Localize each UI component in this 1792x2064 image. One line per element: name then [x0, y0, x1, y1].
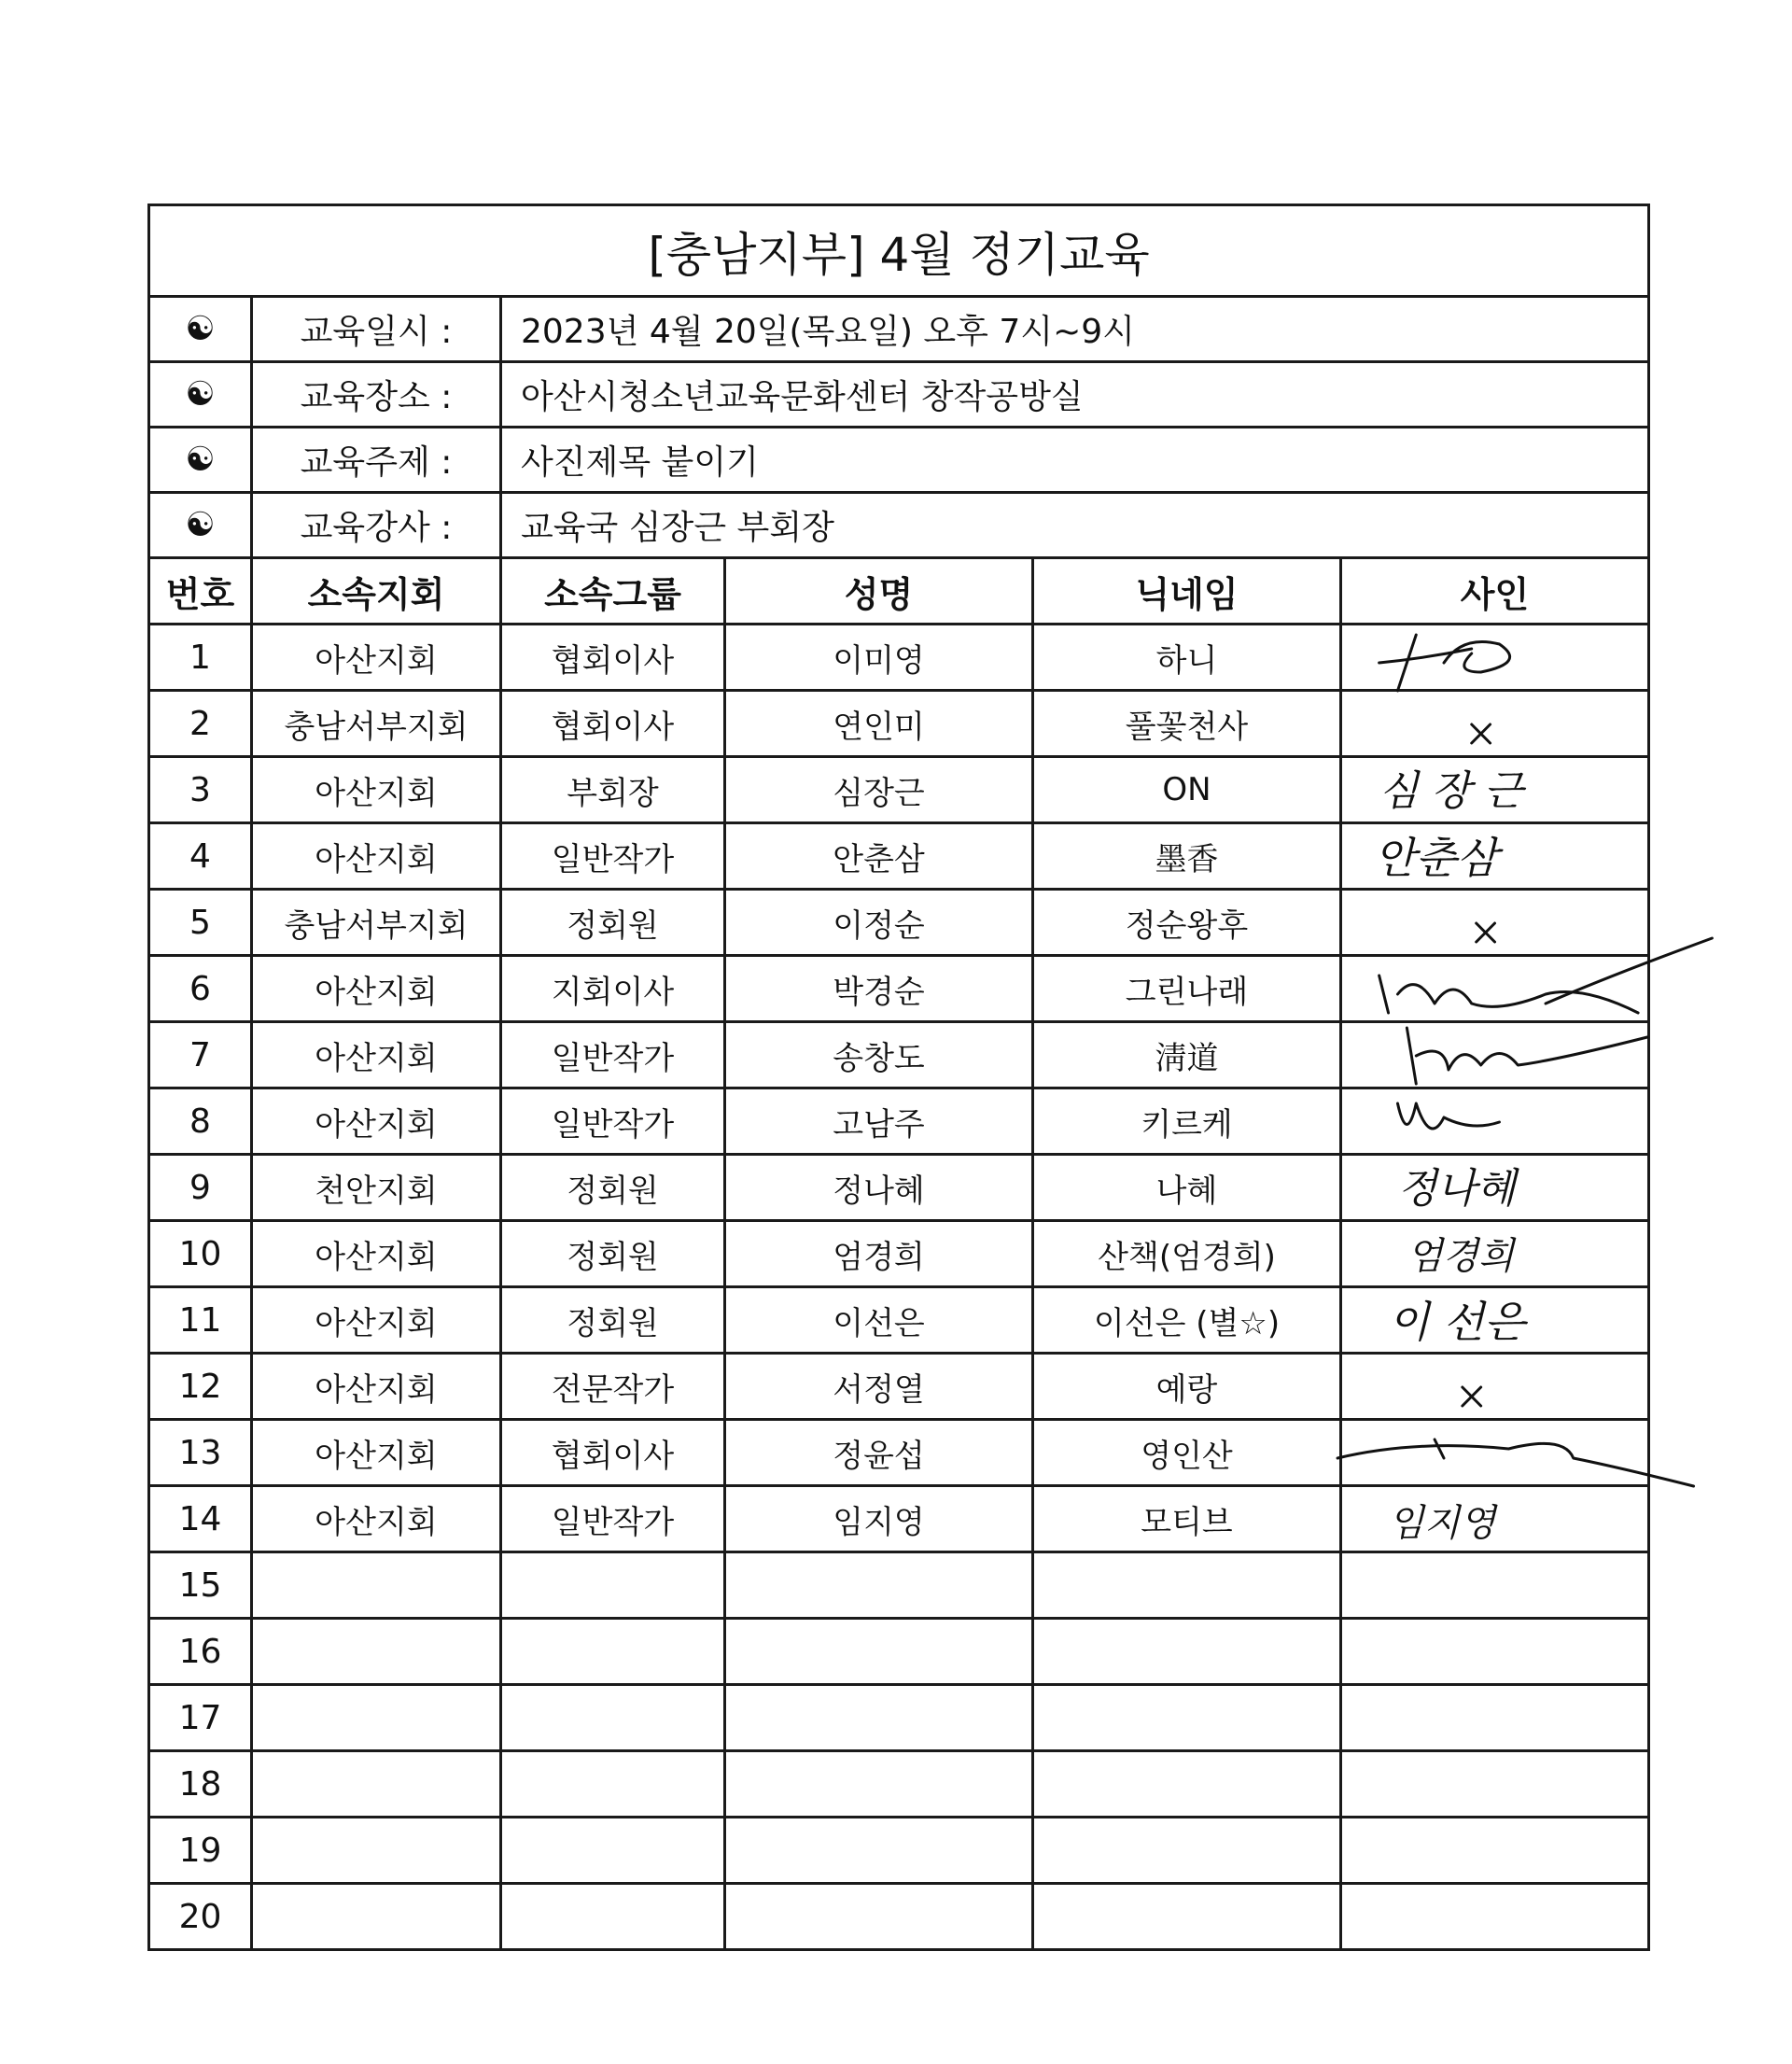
svg-text:안춘삼: 안춘삼 [1374, 832, 1498, 884]
table-row [149, 823, 1649, 890]
row-number: 13 [149, 1420, 252, 1486]
row-group: 협회이사 [501, 691, 725, 757]
row-signature [1341, 1354, 1649, 1420]
row-group: 일반작가 [501, 1486, 725, 1552]
table-row [149, 1552, 1649, 1619]
row-group: 일반작가 [501, 1088, 725, 1155]
row-branch: 아산지회 [252, 823, 501, 890]
table-row [149, 1619, 1649, 1685]
column-header-group: 소속그룹 [501, 558, 725, 625]
yin-yang-icon: ☯ [149, 428, 252, 493]
svg-text:심 장 근: 심 장 근 [1379, 766, 1523, 816]
row-number: 12 [149, 1354, 252, 1420]
row-name: 정나혜 [725, 1155, 1033, 1221]
row-group: 협회이사 [501, 625, 725, 691]
table-row [149, 1221, 1649, 1287]
info-label: 교육일시 : [252, 297, 501, 362]
info-value: 교육국 심장근 부회장 [501, 493, 1649, 558]
table-row [149, 890, 1649, 956]
row-number: 8 [149, 1088, 252, 1155]
row-name: 고남주 [725, 1088, 1033, 1155]
row-signature [1341, 625, 1649, 691]
handwritten-signature [1342, 1421, 1647, 1484]
svg-text:정나혜: 정나혜 [1397, 1164, 1516, 1214]
row-name: 엄경희 [725, 1221, 1033, 1287]
row-name: 서정열 [725, 1354, 1033, 1420]
row-group [501, 1751, 725, 1818]
row-number: 17 [149, 1685, 252, 1751]
row-name [725, 1619, 1033, 1685]
row-name [725, 1818, 1033, 1884]
row-branch: 아산지회 [252, 1420, 501, 1486]
table-row [149, 757, 1649, 823]
info-row-datetime [149, 297, 1649, 362]
row-signature [1341, 1155, 1649, 1221]
row-signature [1341, 1552, 1649, 1619]
row-number: 16 [149, 1619, 252, 1685]
sheet-title: [충남지부] 4월 정기교육 [149, 205, 1649, 297]
row-group: 일반작가 [501, 823, 725, 890]
info-label: 교육강사 : [252, 493, 501, 558]
row-number: 20 [149, 1884, 252, 1950]
column-header-number: 번호 [149, 558, 252, 625]
row-number: 11 [149, 1287, 252, 1354]
row-group [501, 1619, 725, 1685]
row-number: 1 [149, 625, 252, 691]
table-row [149, 1022, 1649, 1088]
row-nickname [1033, 1619, 1341, 1685]
row-name: 임지영 [725, 1486, 1033, 1552]
row-branch: 아산지회 [252, 1221, 501, 1287]
svg-text:임지영: 임지영 [1388, 1501, 1496, 1546]
handwritten-signature [1342, 1355, 1647, 1418]
table-row [149, 1354, 1649, 1420]
table-row [149, 1088, 1649, 1155]
yin-yang-icon: ☯ [149, 362, 252, 428]
handwritten-signature [1342, 1222, 1647, 1285]
row-nickname: 淸道 [1033, 1022, 1341, 1088]
handwritten-signature [1342, 1288, 1647, 1352]
row-signature [1341, 1287, 1649, 1354]
row-signature [1341, 890, 1649, 956]
column-header-signature: 사인 [1341, 558, 1649, 625]
row-name [725, 1751, 1033, 1818]
row-number: 14 [149, 1486, 252, 1552]
row-signature [1341, 1221, 1649, 1287]
row-signature [1341, 956, 1649, 1022]
row-branch: 충남서부지회 [252, 890, 501, 956]
info-label: 교육주제 : [252, 428, 501, 493]
row-branch: 아산지회 [252, 956, 501, 1022]
row-signature [1341, 757, 1649, 823]
row-branch [252, 1751, 501, 1818]
handwritten-signature [1342, 692, 1647, 755]
row-name [725, 1685, 1033, 1751]
row-branch: 아산지회 [252, 1022, 501, 1088]
row-group: 협회이사 [501, 1420, 725, 1486]
yin-yang-icon: ☯ [149, 493, 252, 558]
row-group [501, 1685, 725, 1751]
row-group: 지회이사 [501, 956, 725, 1022]
row-number: 6 [149, 956, 252, 1022]
row-number: 3 [149, 757, 252, 823]
info-row-instructor [149, 493, 1649, 558]
row-signature [1341, 691, 1649, 757]
handwritten-signature [1342, 824, 1647, 888]
row-name: 안춘삼 [725, 823, 1033, 890]
row-name [725, 1884, 1033, 1950]
row-name: 이선은 [725, 1287, 1033, 1354]
table-row [149, 1155, 1649, 1221]
attendance-table [147, 204, 1650, 1951]
row-group: 일반작가 [501, 1022, 725, 1088]
row-branch [252, 1884, 501, 1950]
row-group: 부회장 [501, 757, 725, 823]
table-row [149, 1486, 1649, 1552]
table-header [149, 558, 1649, 625]
row-nickname: 나혜 [1033, 1155, 1341, 1221]
row-branch: 천안지회 [252, 1155, 501, 1221]
row-signature [1341, 1486, 1649, 1552]
table-row [149, 956, 1649, 1022]
row-nickname: 키르케 [1033, 1088, 1341, 1155]
row-group [501, 1818, 725, 1884]
handwritten-signature [1342, 891, 1647, 954]
row-group [501, 1884, 725, 1950]
row-number: 19 [149, 1818, 252, 1884]
row-number: 5 [149, 890, 252, 956]
row-number: 9 [149, 1155, 252, 1221]
row-signature [1341, 1022, 1649, 1088]
row-name: 송창도 [725, 1022, 1033, 1088]
row-branch: 충남서부지회 [252, 691, 501, 757]
row-group: 정회원 [501, 1221, 725, 1287]
column-header-nickname: 닉네임 [1033, 558, 1341, 625]
row-branch: 아산지회 [252, 1088, 501, 1155]
row-group: 정회원 [501, 1155, 725, 1221]
row-branch: 아산지회 [252, 625, 501, 691]
table-row [149, 1685, 1649, 1751]
yin-yang-icon: ☯ [149, 297, 252, 362]
table-row [149, 691, 1649, 757]
row-signature [1341, 1088, 1649, 1155]
handwritten-signature [1342, 1156, 1647, 1219]
table-row [149, 1818, 1649, 1884]
row-signature [1341, 1884, 1649, 1950]
row-nickname: 풀꽃천사 [1033, 691, 1341, 757]
attendance-sheet [147, 204, 1647, 1951]
handwritten-signature [1342, 758, 1647, 821]
row-nickname: 이선은 (별☆) [1033, 1287, 1341, 1354]
row-branch [252, 1619, 501, 1685]
row-nickname [1033, 1552, 1341, 1619]
info-label: 교육장소 : [252, 362, 501, 428]
row-nickname [1033, 1685, 1341, 1751]
table-row [149, 1751, 1649, 1818]
info-value: 사진제목 붙이기 [501, 428, 1649, 493]
row-name: 연인미 [725, 691, 1033, 757]
handwritten-signature [1342, 1023, 1647, 1087]
row-name: 심장근 [725, 757, 1033, 823]
row-nickname: 그린나래 [1033, 956, 1341, 1022]
row-group: 정회원 [501, 1287, 725, 1354]
table-row [149, 625, 1649, 691]
row-name: 이미영 [725, 625, 1033, 691]
column-header-branch: 소속지회 [252, 558, 501, 625]
row-signature [1341, 1619, 1649, 1685]
row-nickname: 모티브 [1033, 1486, 1341, 1552]
table-row [149, 1420, 1649, 1486]
row-nickname [1033, 1818, 1341, 1884]
row-group: 전문작가 [501, 1354, 725, 1420]
row-number: 2 [149, 691, 252, 757]
row-name: 이정순 [725, 890, 1033, 956]
info-value: 2023년 4월 20일(목요일) 오후 7시~9시 [501, 297, 1649, 362]
row-number: 15 [149, 1552, 252, 1619]
row-nickname: 산책(엄경희) [1033, 1221, 1341, 1287]
row-number: 7 [149, 1022, 252, 1088]
row-nickname: 영인산 [1033, 1420, 1341, 1486]
handwritten-signature [1342, 1089, 1647, 1153]
svg-text:엄경희: 엄경희 [1407, 1234, 1515, 1279]
info-row-topic [149, 428, 1649, 493]
svg-text:이 선은: 이 선은 [1388, 1296, 1526, 1348]
row-signature [1341, 1751, 1649, 1818]
row-nickname: 하니 [1033, 625, 1341, 691]
table-row [149, 1884, 1649, 1950]
row-branch: 아산지회 [252, 1354, 501, 1420]
column-header-name: 성명 [725, 558, 1033, 625]
row-nickname: 墨香 [1033, 823, 1341, 890]
row-branch: 아산지회 [252, 1486, 501, 1552]
handwritten-signature [1342, 1487, 1647, 1551]
row-name: 정윤섭 [725, 1420, 1033, 1486]
row-branch: 아산지회 [252, 1287, 501, 1354]
row-branch [252, 1818, 501, 1884]
row-nickname: 예랑 [1033, 1354, 1341, 1420]
row-branch [252, 1552, 501, 1619]
row-branch [252, 1685, 501, 1751]
row-name [725, 1552, 1033, 1619]
row-nickname [1033, 1884, 1341, 1950]
row-nickname [1033, 1751, 1341, 1818]
row-group [501, 1552, 725, 1619]
row-nickname: ON [1033, 757, 1341, 823]
info-row-location [149, 362, 1649, 428]
row-signature [1341, 823, 1649, 890]
row-nickname: 정순왕후 [1033, 890, 1341, 956]
row-signature [1341, 1685, 1649, 1751]
handwritten-signature [1342, 957, 1647, 1020]
row-group: 정회원 [501, 890, 725, 956]
row-signature [1341, 1420, 1649, 1486]
handwritten-signature [1342, 625, 1647, 689]
table-row [149, 1287, 1649, 1354]
info-value: 아산시청소년교육문화센터 창작공방실 [501, 362, 1649, 428]
row-number: 4 [149, 823, 252, 890]
row-number: 18 [149, 1751, 252, 1818]
row-number: 10 [149, 1221, 252, 1287]
row-branch: 아산지회 [252, 757, 501, 823]
row-name: 박경순 [725, 956, 1033, 1022]
row-signature [1341, 1818, 1649, 1884]
